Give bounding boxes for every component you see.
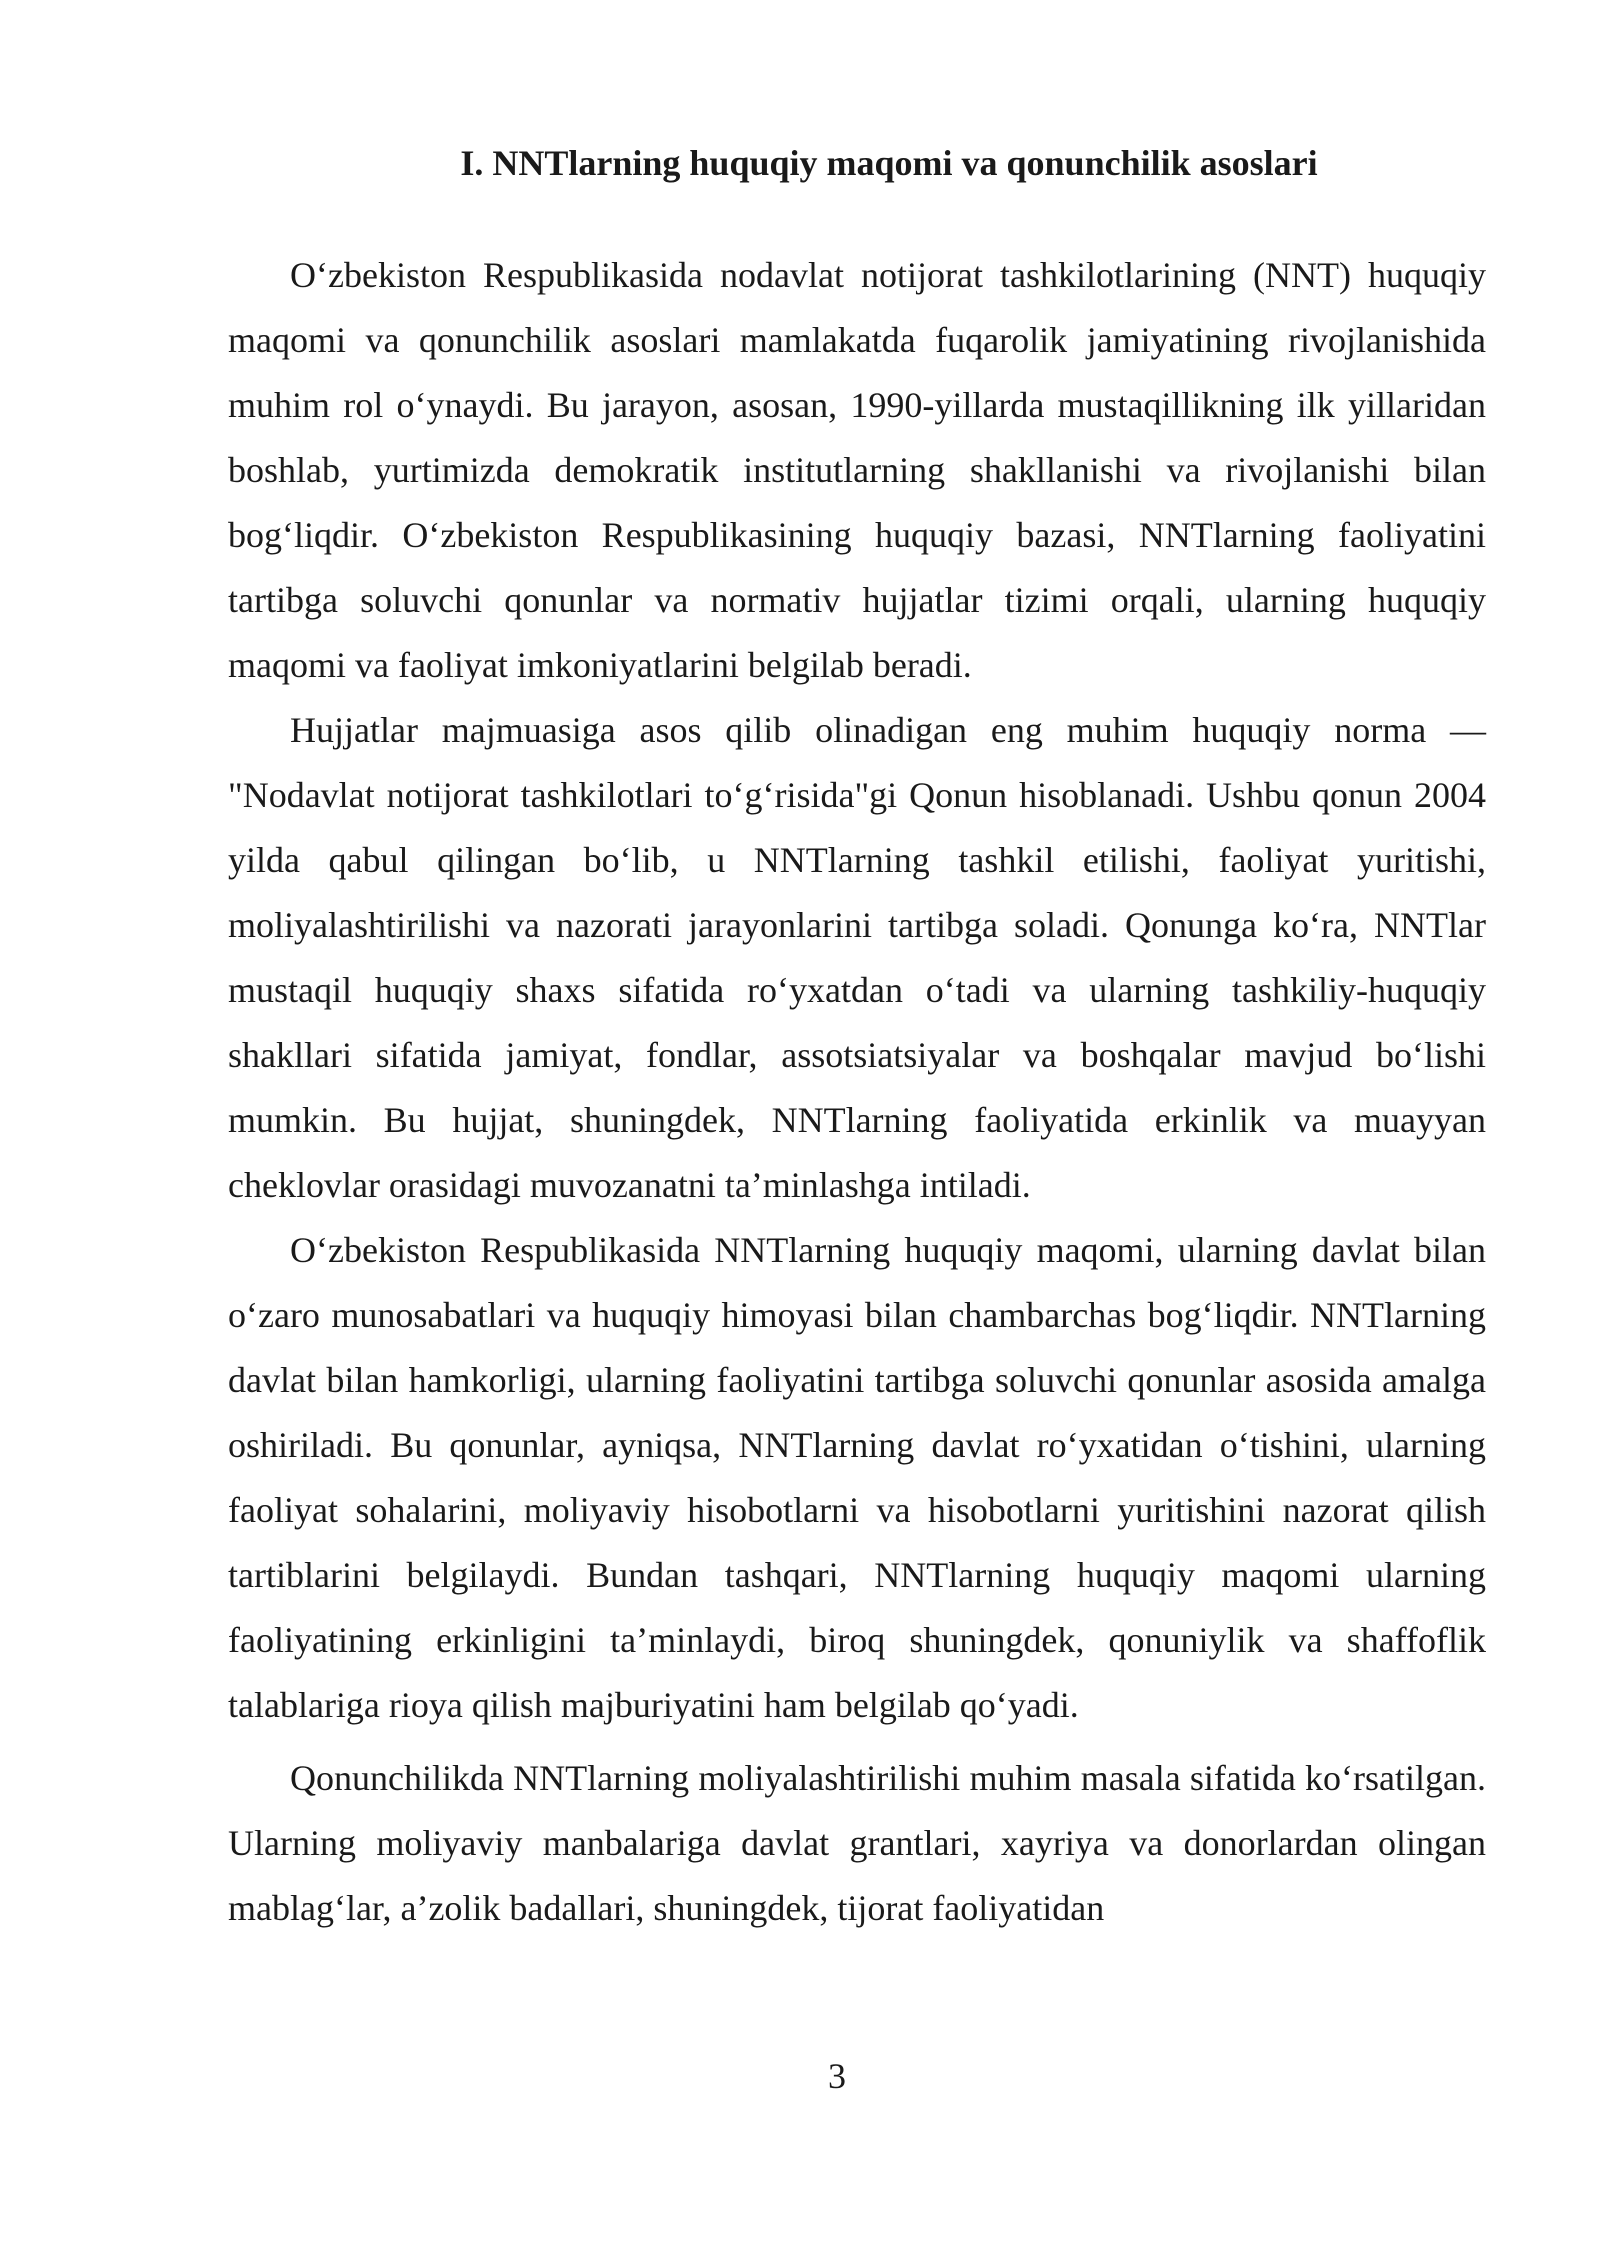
paragraph-2: Hujjatlar majmuasiga asos qilib olinadigan eng muhim huquqiy norma — "Nodavlat notijorat tashkilotlari to‘g‘risida"gi Qonun hisoblanadi. Ushbu qonun 2004 yilda qabul qilingan bo‘lib, u NNTlarning tashkil etilishi, faoliyat yuritishi, moliyalashtirilishi va nazorati jarayonlarini tartibga soladi. Qonunga ko‘ra, NNTlar mustaqil huquqiy shaxs sifatida ro‘yxatdan o‘tadi va ularning tashkiliy-huquqiy shakllari sifatida jamiyat, fondlar, assotsiatsiyalar va boshqalar mavjud bo‘lishi mumkin. Bu hujjat, shuningdek, NNTlarning faoliyatida erkinlik va muayyan cheklovlar orasidagi muvozanatni ta’minlashga intiladi. (228, 709, 1486, 1205)
paragraph-1: O‘zbekiston Respublikasida nodavlat notijorat tashkilotlarining (NNT) huquqiy maqomi va qonunchilik asoslari mamlakatda fuqarolik jamiyatining rivojlanishida muhim rol o‘ynaydi. Bu jarayon, asosan, 1990-yillarda mustaqillikning ilk yillaridan boshlab, yurtimizda demokratik institutlarning shakllanishi va rivojlanishi bilan bog‘liqdir. O‘zbekiston Respublikasining huquqiy bazasi, NNTlarning faoliyatini tartibga soluvchi qonunlar va normativ hujjatlar tizimi orqali, ularning huquqiy maqomi va faoliyat imkoniyatlarini belgilab beradi. (228, 254, 1486, 685)
section-heading: I. NNTlarning huquqiy maqomi va qonunchilik asoslari (460, 143, 1318, 183)
paragraph-4: Qonunchilikda NNTlarning moliyalashtirilishi muhim masala sifatida ko‘rsatilgan. Ularning moliyaviy manbalariga davlat grantlari, xayriya va donorlardan olingan mablag‘lar, a’zolik badallari, shuningdek, tijorat faoliyatidan (228, 1757, 1486, 1928)
document-page (228, 140, 1486, 1941)
paragraph-3: O‘zbekiston Respublikasida NNTlarning huquqiy maqomi, ularning davlat bilan o‘zaro munosabatlari va huquqiy himoyasi bilan chambarchas bog‘liqdir. NNTlarning davlat bilan hamkorligi, ularning faoliyatini tartibga soluvchi qonunlar asosida amalga oshiriladi. Bu qonunlar, ayniqsa, NNTlarning davlat ro‘yxatidan o‘tishini, ularning faoliyat sohalarini, moliyaviy hisobotlarni va hisobotlarni yuritishini nazorat qilish tartiblarini belgilaydi. Bundan tashqari, NNTlarning huquqiy maqomi ularning faoliyatining erkinligini ta’minlaydi, biroq shuningdek, qonuniylik va shaffoflik talablariga rioya qilish majburiyatini ham belgilab qo‘yadi. (228, 1229, 1486, 1725)
page-number: 3 (828, 2056, 846, 2096)
